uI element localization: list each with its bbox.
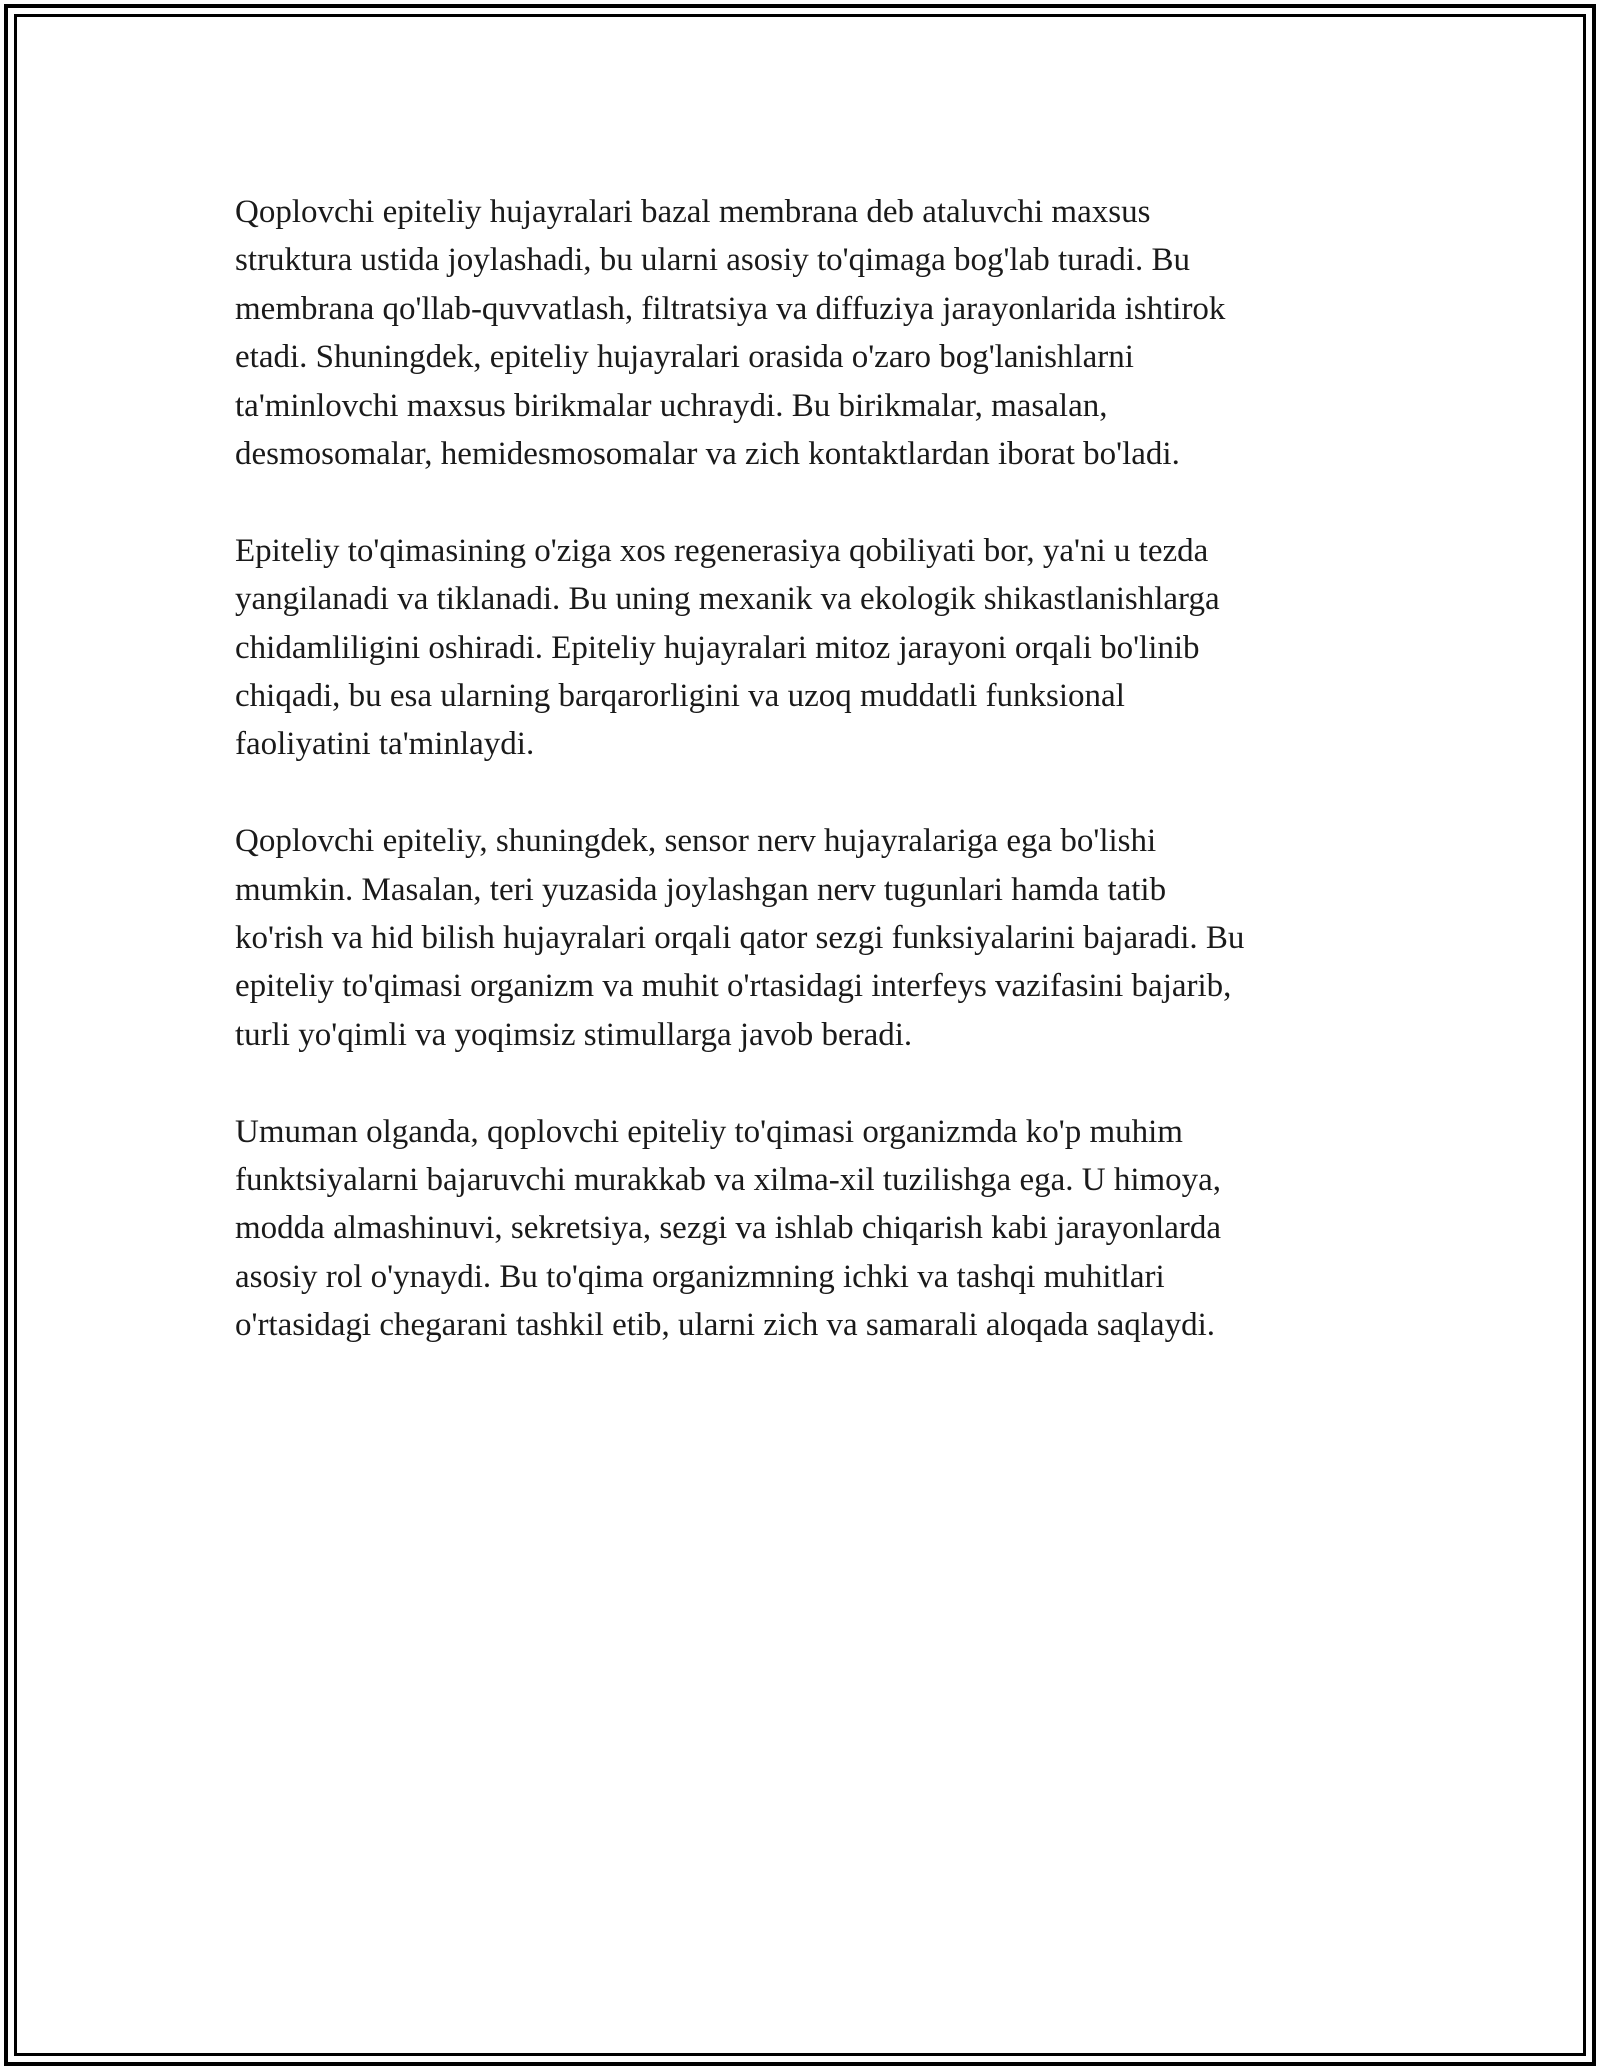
paragraph: Epiteliy to'qimasining o'ziga xos regenerasiya qobiliyati bor, ya'ni u tezda yangilanadi va tiklanadi. Bu uning mexanik va ekologik shikastlanishlarga chidamliligini oshiradi. Epiteliy hujayralari mitoz jarayoni orqali bo'linib chiqadi, bu esa ularning barqarorligini va uzoq muddatli funksional faoliyatini ta'minlaydi. [235, 532, 1220, 763]
document-body [235, 188, 1370, 1350]
paragraph: Qoplovchi epiteliy hujayralari bazal membrana deb ataluvchi maxsus struktura ustida joylashadi, bu ularni asosiy to'qimaga bog'lab turadi. Bu membrana qo'llab-quvvatlash, filtratsiya va diffuziya jarayonlarida ishtirok etadi. Shuningdek, epiteliy hujayralari orasida o'zaro bog'lanishlarni ta'minlovchi maxsus birikmalar uchraydi. Bu birikmalar, masalan, desmosomalar, hemidesmosomalar va zich kontaktlardan iborat bo'ladi. [235, 194, 1226, 473]
paragraph: Qoplovchi epiteliy, shuningdek, sensor nerv hujayralariga ega bo'lishi mumkin. Masalan, teri yuzasida joylashgan nerv tugunlari hamda tatib ko'rish va hid bilish hujayralari orqali qator sezgi funksiyalarini bajaradi. Bu epiteliy to'qimasi organizm va muhit o'rtasidagi interfeys vazifasini bajarib, turli yo'qimli va yoqimsiz stimullarga javob beradi. [235, 823, 1245, 1053]
paragraph: Umuman olganda, qoplovchi epiteliy to'qimasi organizmda ko'p muhim funktsiyalarni bajaruvchi murakkab va xilma-xil tuzilishga ega. U himoya, modda almashinuvi, sekretsiya, sezgi va ishlab chiqarish kabi jarayonlarda asosiy rol o'ynaydi. Bu to'qima organizmning ichki va tashqi muhitlari o'rtasidagi chegarani tashkil etib, ularni zich va samarali aloqada saqlaydi. [235, 1113, 1222, 1344]
